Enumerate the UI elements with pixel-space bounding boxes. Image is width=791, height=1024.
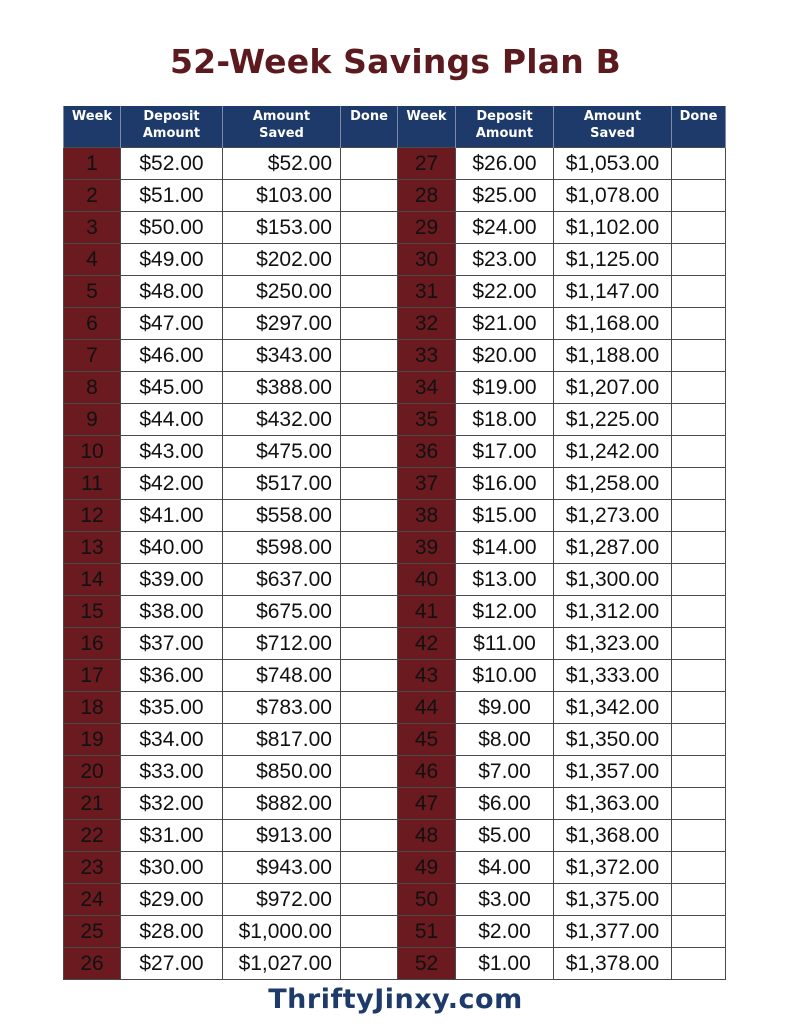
- deposit-amount: $31.00: [121, 820, 223, 852]
- week-number: 21: [64, 788, 121, 820]
- amount-saved: $1,242.00: [554, 436, 672, 468]
- deposit-amount: $39.00: [121, 564, 223, 596]
- deposit-amount: $23.00: [456, 244, 554, 276]
- deposit-amount: $30.00: [121, 852, 223, 884]
- done-checkbox-cell[interactable]: [672, 916, 726, 948]
- done-checkbox-cell[interactable]: [672, 820, 726, 852]
- deposit-amount: $5.00: [456, 820, 554, 852]
- deposit-amount: $13.00: [456, 564, 554, 596]
- week-number: 37: [398, 468, 456, 500]
- week-number: 35: [398, 404, 456, 436]
- week-number: 49: [398, 852, 456, 884]
- amount-saved: $558.00: [223, 500, 341, 532]
- amount-saved: $153.00: [223, 212, 341, 244]
- table-row: [64, 724, 726, 756]
- week-number: 39: [398, 532, 456, 564]
- done-checkbox-cell[interactable]: [341, 500, 398, 532]
- table-row: [64, 660, 726, 692]
- amount-saved: $297.00: [223, 308, 341, 340]
- week-number: 26: [64, 948, 121, 980]
- table-row: [64, 436, 726, 468]
- amount-saved: $748.00: [223, 660, 341, 692]
- week-number: 23: [64, 852, 121, 884]
- deposit-amount: $49.00: [121, 244, 223, 276]
- deposit-amount: $20.00: [456, 340, 554, 372]
- amount-saved: $817.00: [223, 724, 341, 756]
- week-number: 5: [64, 276, 121, 308]
- table-row: [64, 532, 726, 564]
- done-checkbox-cell[interactable]: [341, 852, 398, 884]
- amount-saved: $1,287.00: [554, 532, 672, 564]
- deposit-amount: $27.00: [121, 948, 223, 980]
- done-checkbox-cell[interactable]: [341, 692, 398, 724]
- amount-saved: $103.00: [223, 180, 341, 212]
- deposit-amount: $10.00: [456, 660, 554, 692]
- amount-saved: $972.00: [223, 884, 341, 916]
- done-checkbox-cell[interactable]: [341, 404, 398, 436]
- table-row: [64, 564, 726, 596]
- week-number: 34: [398, 372, 456, 404]
- amount-saved: $52.00: [223, 148, 341, 180]
- deposit-amount: $51.00: [121, 180, 223, 212]
- done-checkbox-cell[interactable]: [341, 884, 398, 916]
- amount-saved: $1,125.00: [554, 244, 672, 276]
- done-checkbox-cell[interactable]: [341, 244, 398, 276]
- done-checkbox-cell[interactable]: [341, 308, 398, 340]
- done-checkbox-cell[interactable]: [341, 212, 398, 244]
- done-checkbox-cell[interactable]: [672, 852, 726, 884]
- header-deposit-amount: Deposit Amount: [121, 106, 223, 148]
- amount-saved: $850.00: [223, 756, 341, 788]
- deposit-amount: $15.00: [456, 500, 554, 532]
- header-done: Done: [341, 106, 398, 148]
- done-checkbox-cell[interactable]: [672, 532, 726, 564]
- deposit-amount: $44.00: [121, 404, 223, 436]
- week-number: 36: [398, 436, 456, 468]
- deposit-amount: $17.00: [456, 436, 554, 468]
- done-checkbox-cell[interactable]: [672, 436, 726, 468]
- done-checkbox-cell[interactable]: [672, 724, 726, 756]
- deposit-amount: $47.00: [121, 308, 223, 340]
- table-row: [64, 596, 726, 628]
- deposit-amount: $42.00: [121, 468, 223, 500]
- deposit-amount: $2.00: [456, 916, 554, 948]
- week-number: 29: [398, 212, 456, 244]
- deposit-amount: $4.00: [456, 852, 554, 884]
- deposit-amount: $3.00: [456, 884, 554, 916]
- week-number: 31: [398, 276, 456, 308]
- amount-saved: $1,053.00: [554, 148, 672, 180]
- week-number: 14: [64, 564, 121, 596]
- done-checkbox-cell[interactable]: [341, 628, 398, 660]
- done-checkbox-cell[interactable]: [672, 564, 726, 596]
- table-header-row: [64, 106, 726, 148]
- amount-saved: $1,372.00: [554, 852, 672, 884]
- week-number: 24: [64, 884, 121, 916]
- deposit-amount: $1.00: [456, 948, 554, 980]
- amount-saved: $783.00: [223, 692, 341, 724]
- deposit-amount: $43.00: [121, 436, 223, 468]
- deposit-amount: $18.00: [456, 404, 554, 436]
- amount-saved: $1,225.00: [554, 404, 672, 436]
- deposit-amount: $33.00: [121, 756, 223, 788]
- table-row: [64, 244, 726, 276]
- header-amount-saved: Amount Saved: [223, 106, 341, 148]
- header-done: Done: [672, 106, 726, 148]
- deposit-amount: $35.00: [121, 692, 223, 724]
- done-checkbox-cell[interactable]: [672, 180, 726, 212]
- done-checkbox-cell[interactable]: [672, 244, 726, 276]
- table-row: [64, 148, 726, 180]
- amount-saved: $202.00: [223, 244, 341, 276]
- amount-saved: $1,188.00: [554, 340, 672, 372]
- week-number: 44: [398, 692, 456, 724]
- week-number: 8: [64, 372, 121, 404]
- done-checkbox-cell[interactable]: [341, 916, 398, 948]
- amount-saved: $1,168.00: [554, 308, 672, 340]
- page-title: 52-Week Savings Plan B: [170, 42, 621, 81]
- week-number: 40: [398, 564, 456, 596]
- done-checkbox-cell[interactable]: [341, 148, 398, 180]
- header-amount-saved: Amount Saved: [554, 106, 672, 148]
- done-checkbox-cell[interactable]: [341, 660, 398, 692]
- amount-saved: $712.00: [223, 628, 341, 660]
- table-row: [64, 788, 726, 820]
- table-row: [64, 372, 726, 404]
- deposit-amount: $8.00: [456, 724, 554, 756]
- amount-saved: $1,207.00: [554, 372, 672, 404]
- done-checkbox-cell[interactable]: [341, 276, 398, 308]
- deposit-amount: $52.00: [121, 148, 223, 180]
- done-checkbox-cell[interactable]: [341, 532, 398, 564]
- week-number: 7: [64, 340, 121, 372]
- done-checkbox-cell[interactable]: [341, 372, 398, 404]
- table-row: [64, 628, 726, 660]
- done-checkbox-cell[interactable]: [341, 820, 398, 852]
- done-checkbox-cell[interactable]: [672, 788, 726, 820]
- table-row: [64, 276, 726, 308]
- amount-saved: $1,357.00: [554, 756, 672, 788]
- amount-saved: $1,078.00: [554, 180, 672, 212]
- amount-saved: $943.00: [223, 852, 341, 884]
- done-checkbox-cell[interactable]: [341, 788, 398, 820]
- amount-saved: $1,363.00: [554, 788, 672, 820]
- week-number: 9: [64, 404, 121, 436]
- amount-saved: $475.00: [223, 436, 341, 468]
- done-checkbox-cell[interactable]: [341, 340, 398, 372]
- done-checkbox-cell[interactable]: [341, 180, 398, 212]
- amount-saved: $1,323.00: [554, 628, 672, 660]
- done-checkbox-cell[interactable]: [672, 884, 726, 916]
- deposit-amount: $32.00: [121, 788, 223, 820]
- amount-saved: $675.00: [223, 596, 341, 628]
- done-checkbox-cell[interactable]: [672, 308, 726, 340]
- done-checkbox-cell[interactable]: [341, 596, 398, 628]
- done-checkbox-cell[interactable]: [672, 660, 726, 692]
- deposit-amount: $40.00: [121, 532, 223, 564]
- week-number: 1: [64, 148, 121, 180]
- deposit-amount: $34.00: [121, 724, 223, 756]
- table-row: [64, 852, 726, 884]
- week-number: 10: [64, 436, 121, 468]
- deposit-amount: $14.00: [456, 532, 554, 564]
- deposit-amount: $36.00: [121, 660, 223, 692]
- week-number: 16: [64, 628, 121, 660]
- done-checkbox-cell[interactable]: [341, 564, 398, 596]
- week-number: 2: [64, 180, 121, 212]
- deposit-amount: $19.00: [456, 372, 554, 404]
- done-checkbox-cell[interactable]: [672, 340, 726, 372]
- done-checkbox-cell[interactable]: [672, 692, 726, 724]
- header-week: Week: [398, 106, 456, 148]
- amount-saved: $1,300.00: [554, 564, 672, 596]
- deposit-amount: $45.00: [121, 372, 223, 404]
- week-number: 18: [64, 692, 121, 724]
- done-checkbox-cell[interactable]: [672, 468, 726, 500]
- table-row: [64, 756, 726, 788]
- table-row: [64, 468, 726, 500]
- table-row: [64, 404, 726, 436]
- deposit-amount: $26.00: [456, 148, 554, 180]
- done-checkbox-cell[interactable]: [672, 948, 726, 980]
- week-number: 30: [398, 244, 456, 276]
- deposit-amount: $6.00: [456, 788, 554, 820]
- week-number: 32: [398, 308, 456, 340]
- week-number: 51: [398, 916, 456, 948]
- done-checkbox-cell[interactable]: [672, 596, 726, 628]
- week-number: 22: [64, 820, 121, 852]
- deposit-amount: $37.00: [121, 628, 223, 660]
- amount-saved: $1,273.00: [554, 500, 672, 532]
- amount-saved: $1,333.00: [554, 660, 672, 692]
- amount-saved: $388.00: [223, 372, 341, 404]
- amount-saved: $1,342.00: [554, 692, 672, 724]
- week-number: 4: [64, 244, 121, 276]
- amount-saved: $1,312.00: [554, 596, 672, 628]
- table-row: [64, 500, 726, 532]
- table-row: [64, 820, 726, 852]
- amount-saved: $637.00: [223, 564, 341, 596]
- week-number: 20: [64, 756, 121, 788]
- header-deposit-amount: Deposit Amount: [456, 106, 554, 148]
- week-number: 47: [398, 788, 456, 820]
- week-number: 13: [64, 532, 121, 564]
- week-number: 27: [398, 148, 456, 180]
- amount-saved: $343.00: [223, 340, 341, 372]
- week-number: 19: [64, 724, 121, 756]
- savings-table: [63, 106, 726, 980]
- table-row: [64, 308, 726, 340]
- week-number: 42: [398, 628, 456, 660]
- week-number: 52: [398, 948, 456, 980]
- week-number: 15: [64, 596, 121, 628]
- amount-saved: $598.00: [223, 532, 341, 564]
- week-number: 17: [64, 660, 121, 692]
- deposit-amount: $29.00: [121, 884, 223, 916]
- deposit-amount: $12.00: [456, 596, 554, 628]
- amount-saved: $1,368.00: [554, 820, 672, 852]
- done-checkbox-cell[interactable]: [672, 756, 726, 788]
- done-checkbox-cell[interactable]: [672, 276, 726, 308]
- week-number: 28: [398, 180, 456, 212]
- week-number: 50: [398, 884, 456, 916]
- done-checkbox-cell[interactable]: [341, 756, 398, 788]
- amount-saved: $1,377.00: [554, 916, 672, 948]
- deposit-amount: $25.00: [456, 180, 554, 212]
- done-checkbox-cell[interactable]: [672, 404, 726, 436]
- amount-saved: $1,375.00: [554, 884, 672, 916]
- table-row: [64, 948, 726, 980]
- week-number: 6: [64, 308, 121, 340]
- header-week: Week: [64, 106, 121, 148]
- table-row: [64, 212, 726, 244]
- deposit-amount: $41.00: [121, 500, 223, 532]
- table-row: [64, 340, 726, 372]
- amount-saved: $1,027.00: [223, 948, 341, 980]
- deposit-amount: $24.00: [456, 212, 554, 244]
- week-number: 43: [398, 660, 456, 692]
- amount-saved: $1,147.00: [554, 276, 672, 308]
- done-checkbox-cell[interactable]: [341, 948, 398, 980]
- deposit-amount: $22.00: [456, 276, 554, 308]
- week-number: 45: [398, 724, 456, 756]
- table-row: [64, 884, 726, 916]
- deposit-amount: $9.00: [456, 692, 554, 724]
- week-number: 48: [398, 820, 456, 852]
- week-number: 3: [64, 212, 121, 244]
- done-checkbox-cell[interactable]: [672, 372, 726, 404]
- deposit-amount: $48.00: [121, 276, 223, 308]
- week-number: 46: [398, 756, 456, 788]
- site-footer-logo: ThriftyJinxy.com: [268, 984, 523, 1015]
- week-number: 33: [398, 340, 456, 372]
- week-number: 38: [398, 500, 456, 532]
- amount-saved: $1,378.00: [554, 948, 672, 980]
- done-checkbox-cell[interactable]: [341, 724, 398, 756]
- amount-saved: $1,000.00: [223, 916, 341, 948]
- table-row: [64, 916, 726, 948]
- amount-saved: $517.00: [223, 468, 341, 500]
- table-row: [64, 692, 726, 724]
- deposit-amount: $21.00: [456, 308, 554, 340]
- amount-saved: $250.00: [223, 276, 341, 308]
- done-checkbox-cell[interactable]: [672, 628, 726, 660]
- done-checkbox-cell[interactable]: [341, 468, 398, 500]
- amount-saved: $1,258.00: [554, 468, 672, 500]
- done-checkbox-cell[interactable]: [672, 500, 726, 532]
- week-number: 41: [398, 596, 456, 628]
- deposit-amount: $46.00: [121, 340, 223, 372]
- table-row: [64, 180, 726, 212]
- week-number: 25: [64, 916, 121, 948]
- amount-saved: $1,350.00: [554, 724, 672, 756]
- table-body: [64, 148, 726, 980]
- deposit-amount: $16.00: [456, 468, 554, 500]
- done-checkbox-cell[interactable]: [341, 436, 398, 468]
- deposit-amount: $50.00: [121, 212, 223, 244]
- amount-saved: $432.00: [223, 404, 341, 436]
- done-checkbox-cell[interactable]: [672, 212, 726, 244]
- deposit-amount: $38.00: [121, 596, 223, 628]
- deposit-amount: $28.00: [121, 916, 223, 948]
- week-number: 11: [64, 468, 121, 500]
- amount-saved: $882.00: [223, 788, 341, 820]
- deposit-amount: $11.00: [456, 628, 554, 660]
- amount-saved: $913.00: [223, 820, 341, 852]
- done-checkbox-cell[interactable]: [672, 148, 726, 180]
- deposit-amount: $7.00: [456, 756, 554, 788]
- week-number: 12: [64, 500, 121, 532]
- amount-saved: $1,102.00: [554, 212, 672, 244]
